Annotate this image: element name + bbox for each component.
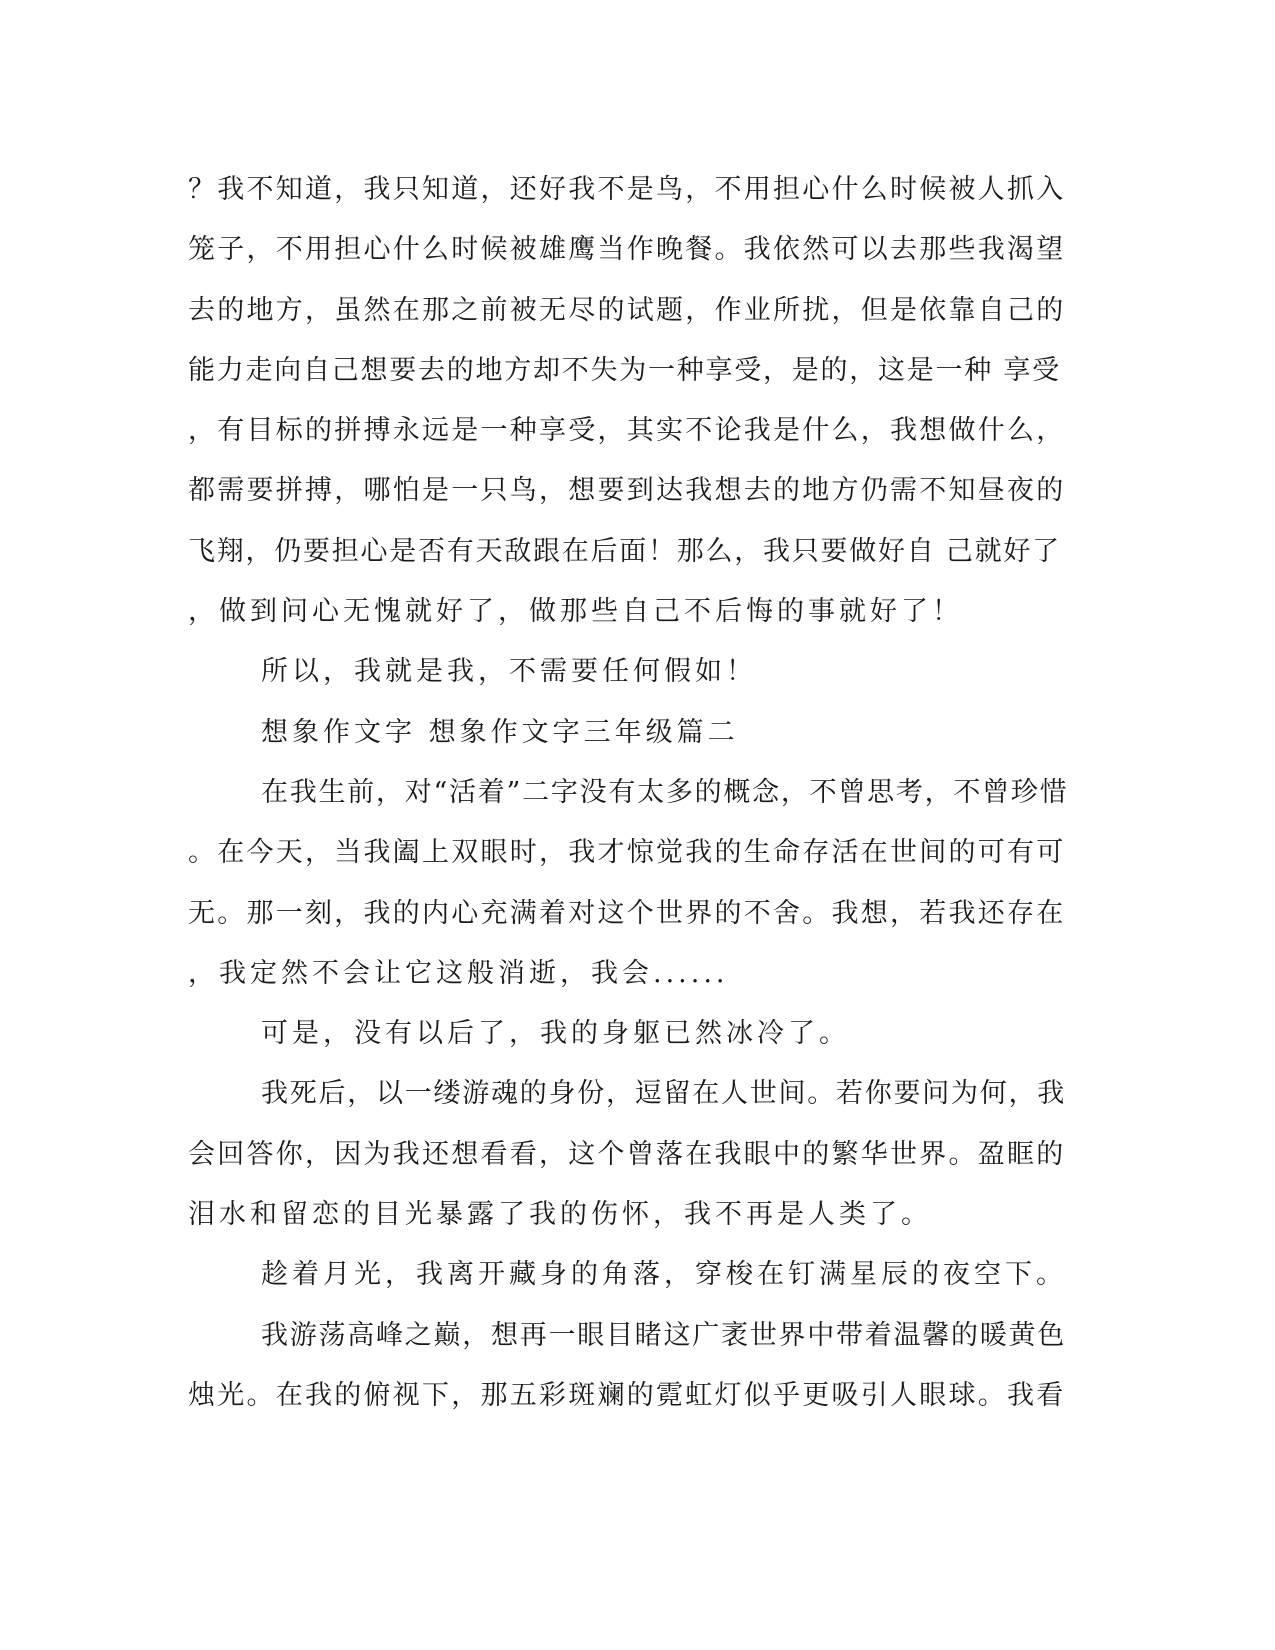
text-line: 笼子，不用担心什么时候被雄鹰当作晚餐。我依然可以去那些我渴望 [188, 234, 1066, 266]
text-line: 飞翔，仍要担心是否有天敌跟在后面！那么，我只要做好自 己就好了 [188, 535, 1061, 567]
text-line: 趁着月光，我离开藏身的角落，穿梭在钉满星辰的夜空下。 [261, 1259, 1067, 1291]
text-line: 在我生前，对“活着”二字没有太多的概念，不曾思考，不曾珍惜 [261, 776, 1069, 808]
text-line: 去的地方，虽然在那之前被无尽的试题，作业所扰，但是依靠自己的 [188, 294, 1066, 326]
text-line: 能力走向自己想要去的地方却不失为一种享受，是的，这是一种 享受 [188, 354, 1061, 386]
text-line: ，有目标的拼搏永远是一种享受，其实不论我是什么，我想做什么， [188, 415, 1066, 447]
text-line: ？我不知道，我只知道，还好我不是鸟，不用担心什么时候被人抓入 [188, 174, 1066, 205]
section-heading: 想象作文字 想象作文字三年级篇二 [261, 716, 739, 748]
text-line: 可是，没有以后了，我的身躯已然冰冷了。 [261, 1018, 850, 1050]
text-line: 烛光。在我的俯视下，那五彩斑斓的霓虹灯似乎更吸引人眼球。我看 [188, 1379, 1066, 1411]
text-line: 我死后，以一缕游魂的身份，逗留在人世间。若你要问为何，我 [261, 1078, 1066, 1110]
text-line: 。在今天，当我阖上双眼时，我才惊觉我的生命存活在世间的可有可 [188, 837, 1066, 869]
text-line: 我游荡高峰之巅，想再一眼目睹这广袤世界中带着温馨的暖黄色 [261, 1319, 1066, 1351]
text-line: 会回答你，因为我还想看看，这个曾落在我眼中的繁华世界。盈眶的 [188, 1138, 1066, 1170]
text-line: 所以，我就是我，不需要任何假如！ [261, 656, 757, 688]
text-line: ，我定然不会让它这般消逝，我会...... [188, 957, 729, 989]
document-body [188, 160, 1068, 1426]
text-line: ，做到问心无愧就好了，做那些自己不后悔的事就好了！ [188, 596, 963, 628]
text-line: 无。那一刻，我的内心充满着对这个世界的不舍。我想，若我还存在 [188, 897, 1066, 929]
text-line: 泪水和留恋的目光暴露了我的伤怀，我不再是人类了。 [188, 1199, 932, 1231]
text-line: 都需要拼搏，哪怕是一只鸟，想要到达我想去的地方仍需不知昼夜的 [188, 475, 1066, 507]
